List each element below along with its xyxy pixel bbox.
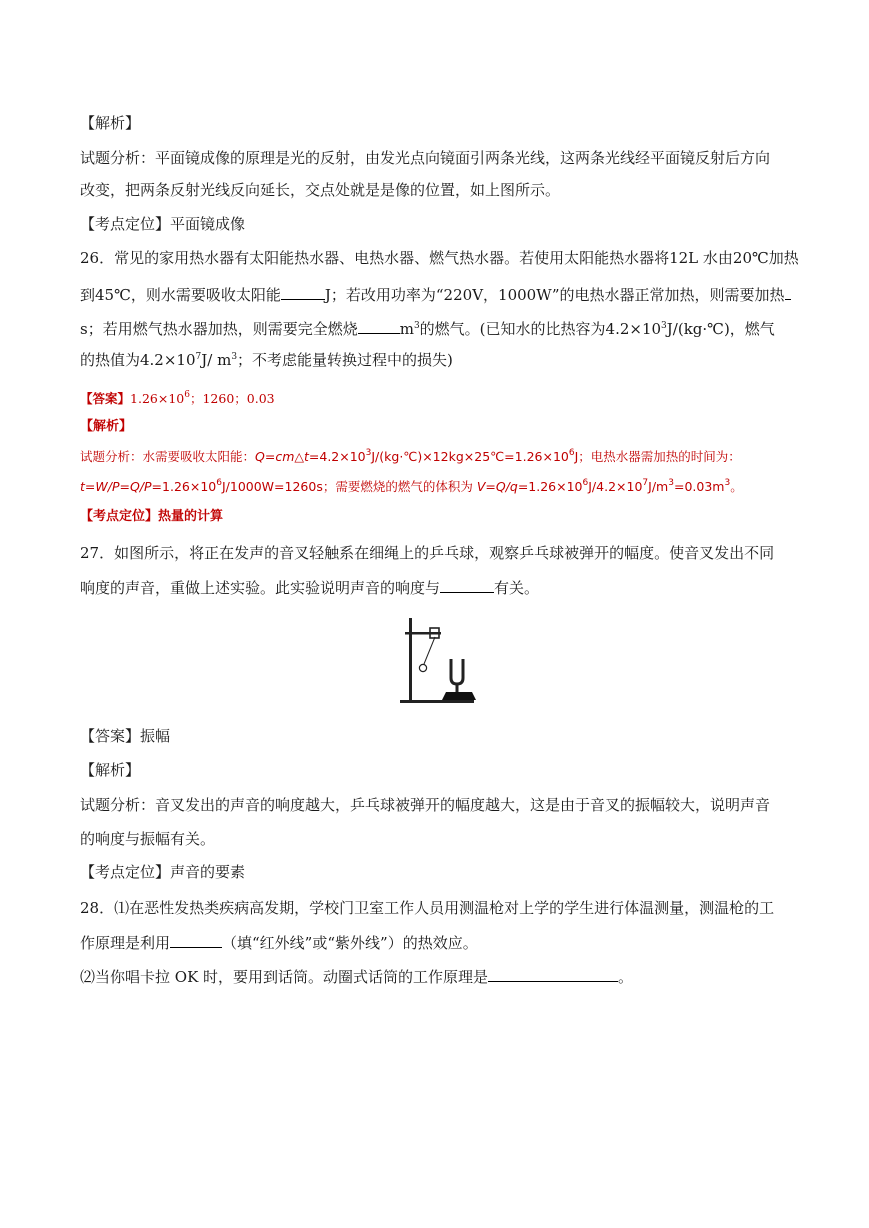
question-28-line: 作原理是利用 （填“红外线”或“紫外线”）的热效应。: [80, 934, 478, 952]
question-27-line: 响度的声音，重做上述实验。此实验说明声音的响度与 有关。: [80, 579, 540, 597]
analysis-heading: 【解析】: [80, 761, 141, 779]
answer-blank: [170, 932, 222, 948]
answer-value: 振幅: [140, 727, 171, 745]
knowledge-point-label: 【考点定位】: [80, 509, 159, 524]
answer: [80, 726, 170, 746]
ping-pong-ball-icon: [419, 664, 426, 671]
answer-label: 【答案】: [80, 391, 131, 406]
question-28-line: 28．⑴在恶性发热类疾病高发期，学校门卫室工作人员用测温枪对上学的学生进行体温测量，测温枪的工: [80, 899, 775, 917]
question-27-line: 27．如图所示，将正在发声的音叉轻触系在细绳上的乒乓球，观察乒乓球被弹开的幅度。使音叉发出不同: [80, 544, 775, 562]
knowledge-point: [80, 862, 245, 882]
answer-blank: [785, 284, 791, 300]
question-26-line: s；若用燃气热水器加热，则需要完全燃烧 $m^3$的燃气。(已知水的比热容为$4.2\times 10^3J/(kg\cdot℃)$，燃气: [80, 320, 775, 338]
answer-label: 【答案】: [80, 727, 141, 745]
resonance-box: [442, 692, 476, 700]
answer-blank: [488, 966, 618, 982]
answer-blank: [440, 577, 494, 593]
question-28-line: ⑵当你唱卡拉 OK 时，要用到话筒。动圈式话筒的工作原理是 。: [80, 968, 634, 986]
stand-pole: [409, 618, 412, 701]
analysis-line: 改变，把两条反射光线反向延长，交点处就是是像的位置，如上图所示。: [80, 181, 561, 199]
question-26-line: 26．常见的家用热水器有太阳能热水器、电热水器、燃气热水器。若使用太阳能热水器将12L 水由20℃加热: [80, 249, 799, 267]
tuning-fork-icon: [451, 659, 463, 684]
question-26-line: 的热值为$4.2\times 10^7J/$ $m^3$；不考虑能量转换过程中的损失): [80, 351, 453, 369]
answer-blank: [281, 284, 325, 300]
knowledge-point-label: 【考点定位】: [80, 215, 171, 233]
answer: 【答案】$1.26\times 10^6$；1260；0.03: [80, 390, 275, 406]
analysis-line: 试题分析：平面镜成像的原理是光的反射，由发光点向镜面引两条光线，这两条光线经平面镜反射后方向: [80, 149, 771, 167]
analysis-heading: 【解析】: [80, 419, 133, 434]
knowledge-point-label: 【考点定位】: [80, 863, 171, 881]
question-26-line: 到45℃，则水需要吸收太阳能 J；若改用功率为“220V，1000W”的电热水器正常加热，则需要加热: [80, 284, 791, 305]
analysis-line: 的响度与振幅有关。: [80, 830, 216, 848]
analysis-line: $t=W/P=Q/P=1.26\times 10^6J/1000W=1260s$；需要燃烧的燃气的体积为 $V=Q/q=1.26\times 10^6J/4.2\times 10^7J/m^3=0.03m^3$。: [80, 478, 743, 494]
tuning-fork-apparatus-figure: [398, 612, 480, 708]
knowledge-point: [80, 507, 223, 527]
analysis-heading: 【解析】: [80, 114, 141, 132]
analysis-line: 试题分析：音叉发出的声音的响度越大，乒乓球被弹开的幅度越大，这是由于音叉的振幅较大，说明声音: [80, 796, 771, 814]
answer-blank: [358, 318, 400, 334]
knowledge-point-value: 声音的要素: [170, 863, 246, 881]
analysis-line: 试题分析：水需要吸收太阳能：$Q=cm\triangle t=4.2\times 10^3J/(kg\cdot℃)\times 12kg\times 25℃=1.26\times 10^6J$；电热水器需加热的时间为：: [80, 448, 741, 464]
knowledge-point-value: 平面镜成像: [170, 215, 246, 233]
knowledge-point: [80, 214, 245, 234]
string: [424, 637, 435, 664]
knowledge-point-value: 热量的计算: [158, 509, 224, 524]
stand-crossbar: [405, 632, 441, 635]
